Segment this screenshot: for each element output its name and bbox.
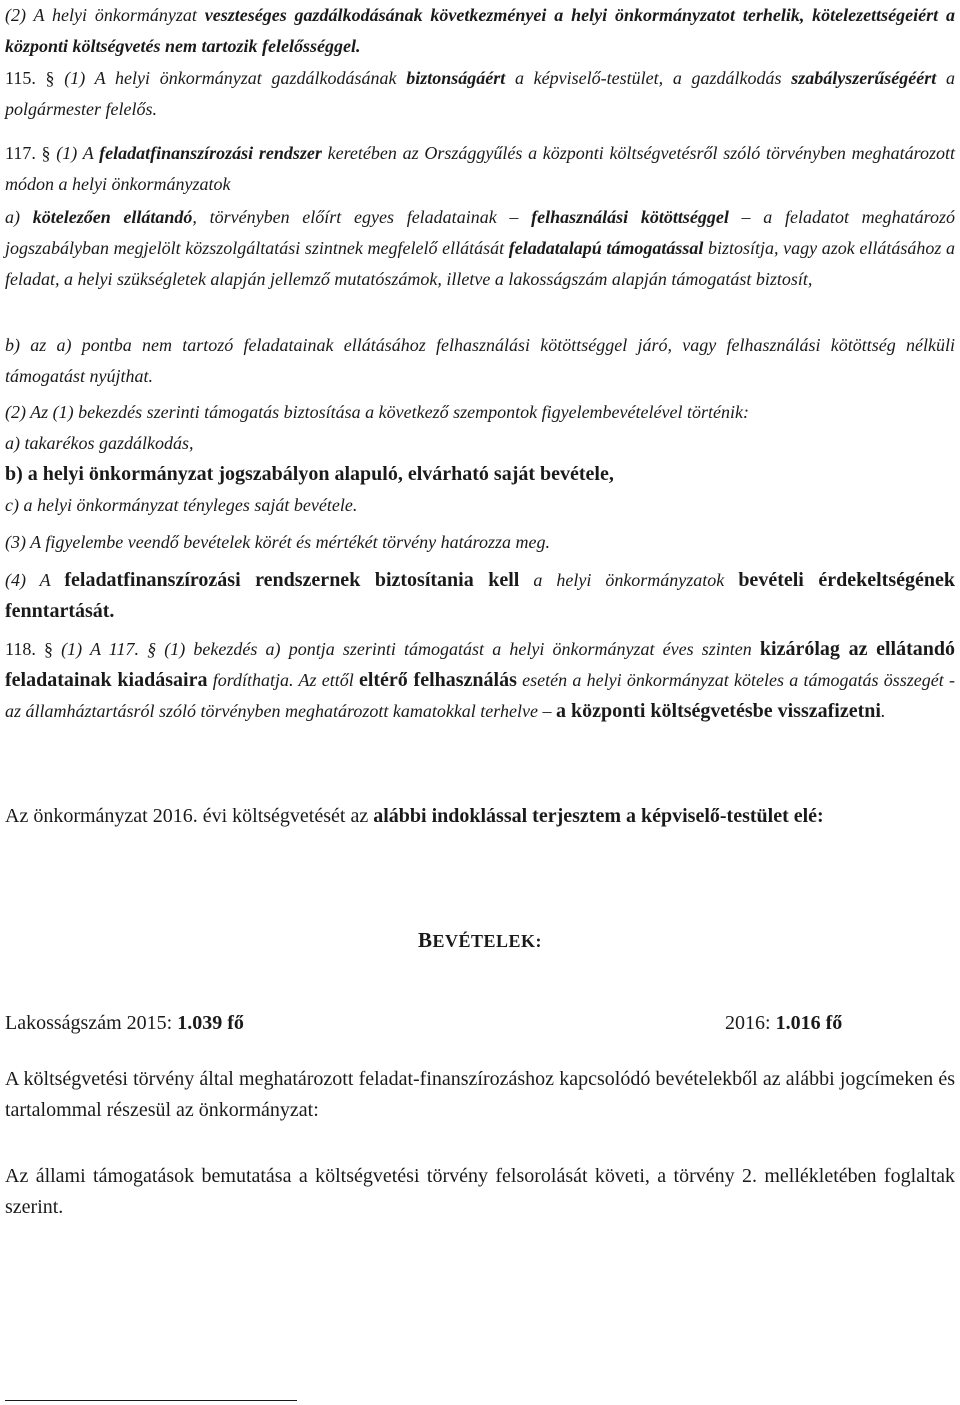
paragraph-117-4: (4) A feladatfinanszírozási rendszernek biztosítania kell a helyi önkormányzatok bevételi érdekeltségének fenntartását. — [5, 569, 955, 622]
criteria-a: a) takarékos gazdálkodás, — [5, 433, 194, 453]
paragraph-118-1: 118. § (1) A 117. § (1) bekezdés a) pontja szerinti támogatást a helyi önkormányzat éves szinten kizárólag az ellátandó feladatainak kiadásaira fordíthatja. Az ettől eltérő felhasználás esetén a helyi önkormányzat köteles a támogatás összegét - az államháztartásról szóló törvényben meghatározott kamatokkal terhelve – a központi költségvetésbe visszafizetni. — [5, 638, 956, 722]
budget-intro: Az önkormányzat 2016. évi költségvetését az alábbi indoklással terjesztem a képviselő-testület elé: — [5, 805, 824, 827]
population-2015: Lakosságszám 2015: 1.039 fő — [5, 1012, 244, 1034]
state-support-paragraph: Az állami támogatások bemutatása a költségvetési törvény felsorolását követi, a törvény 2. mellékletében foglaltak szerint. — [5, 1165, 955, 1218]
population-2016: 2016: 1.016 fő — [725, 1012, 843, 1034]
footnote-separator — [5, 1400, 297, 1401]
paragraph-114-2: (2) A helyi önkormányzat veszteséges gazdálkodásának következményei a helyi önkormányzatot terhelik, kötelezettségeiért a központi költségvetés nem tartozik felelősséggel. — [5, 5, 955, 56]
section-heading-revenues: BEVÉTELEK: — [417, 928, 543, 952]
criteria-c: c) a helyi önkormányzat tényleges saját bevétele. — [5, 495, 358, 515]
criteria-b: b) a helyi önkormányzat jogszabályon alapuló, elvárható saját bevétele, — [5, 463, 614, 485]
revenue-paragraph: A költségvetési törvény által meghatározott feladat-finanszírozáshoz kapcsolódó bevételekből az alábbi jogcímeken és tartalommal részesül az önkormányzat: — [5, 1068, 955, 1121]
population-row — [5, 1008, 955, 1039]
paragraph-117-1-b: b) az a) pontba nem tartozó feladatainak ellátásához felhasználási kötöttséggel járó, vagy felhasználási kötöttség nélküli támogatást nyújthat. — [5, 335, 955, 386]
paragraph-117-3: (3) A figyelembe veendő bevételek körét és mértékét törvény határozza meg. — [5, 532, 550, 552]
criteria-intro: (2) Az (1) bekezdés szerinti támogatás biztosítása a következő szempontok figyelembevételével történik: — [5, 402, 749, 422]
paragraph-115: 115. § (1) A helyi önkormányzat gazdálkodásának biztonságáért a képviselő-testület, a gazdálkodás szabályszerűségéért a polgármester felelős. — [5, 68, 956, 119]
paragraph-117-1: 117. § (1) A feladatfinanszírozási rendszer keretében az Országgyűlés a központi költségvetésről szóló törvényben meghatározott módon a helyi önkormányzatok — [5, 143, 955, 194]
paragraph-117-1-a: a) kötelezően ellátandó, törvényben előírt egyes feladatainak – felhasználási kötöttséggel – a feladatot meghatározó jogszabályban megjelölt közszolgáltatási szintnek megfelelő ellátását feladatalapú támogatással biztosítja, vagy azok ellátásához a feladat, a helyi szükségletek alapján jellemző mutatószámok, illetve a lakosságszám alapján támogatást biztosít, — [5, 207, 956, 289]
paragraph-117-2 — [5, 397, 955, 521]
